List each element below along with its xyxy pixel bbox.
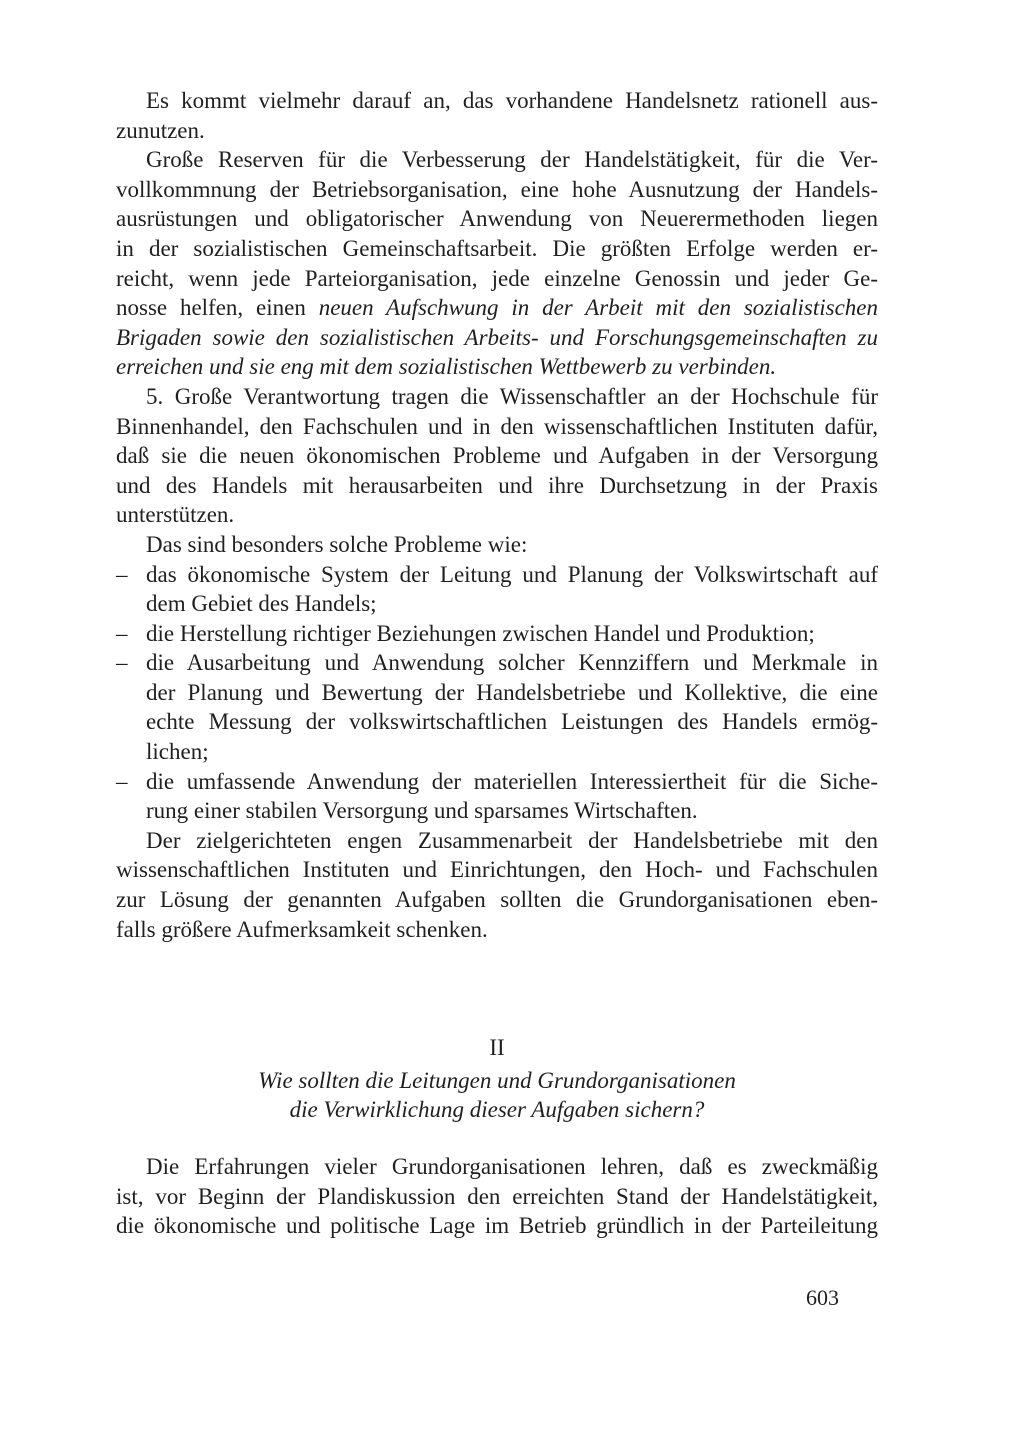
emphasis-text: Brigaden sowie den sozialistischen Arbeits- und Forschungsgemeinschaften zu: [116, 324, 878, 350]
text-line: ausrüstungen und obligatorischer Anwendung von Neuerermethoden liegen: [116, 206, 878, 232]
text-line: Es kommt vielmehr darauf an, das vorhandene Handelsnetz rationell aus-: [146, 88, 878, 113]
emphasis-text: erreichen und sie eng mit dem sozialistischen Wettbewerb zu verbinden.: [116, 354, 777, 380]
text-line: daß sie die neuen ökonomischen Probleme und Aufgaben in der Versorgung: [116, 443, 878, 469]
list-item-continuation: lichen;: [146, 739, 209, 765]
list-item-text: die Ausarbeitung und Anwendung solcher Kennziffern und Merkmale in: [146, 650, 878, 676]
section-numeral: II: [489, 1035, 505, 1060]
list-item-continuation: dem Gebiet des Handels;: [146, 591, 377, 617]
text-line: 5. Große Verantwortung tragen die Wissenschaftler an der Hochschule für: [146, 383, 878, 409]
text-line: die ökonomische und politische Lage im Betrieb gründlich in der Parteileitung: [116, 1213, 878, 1239]
text-line: Die Erfahrungen vieler Grundorganisationen lehren, daß es zweckmäßig: [146, 1154, 878, 1179]
text-line: reicht, wenn jede Parteiorganisation, jede einzelne Genossin und jeder Ge-: [116, 265, 878, 291]
text-line: in der sozialistischen Gemeinschaftsarbeit. Die größten Erfolge werden er-: [116, 235, 878, 261]
text-line: wissenschaftlichen Instituten und Einrichtungen, den Hoch- und Fachschulen: [116, 857, 878, 883]
list-item: [116, 767, 878, 797]
text-line: [116, 293, 878, 323]
text-line: Das sind besonders solche Probleme wie:: [146, 531, 528, 557]
text-line: unterstützen.: [116, 502, 235, 528]
text-line: Binnenhandel, den Fachschulen und in den wissenschaftlichen Instituten dafür,: [116, 413, 878, 439]
list-item-text: die umfassende Anwendung der materiellen Interessiertheit für die Siche-: [146, 768, 878, 794]
section-title: [116, 1095, 878, 1125]
text-segment: nosse helfen, einen: [116, 295, 306, 321]
list-item-continuation: echte Messung der volkswirtschaftlichen Leistungen des Handels ermög-: [146, 709, 878, 735]
dash-mark: –: [116, 650, 128, 676]
list-item: [116, 648, 878, 678]
main-text: [116, 86, 878, 944]
text-line: falls größere Aufmerksamkeit schenken.: [116, 916, 488, 942]
text-line: Große Reserven für die Verbesserung der Handelstätigkeit, für die Ver-: [146, 147, 878, 173]
list-item-text: das ökonomische System der Leitung und Planung der Volkswirtschaft auf: [146, 561, 878, 587]
text-line: zunutzen.: [116, 117, 205, 143]
list-item-continuation: rung einer stabilen Versorgung und sparsames Wirtschaften.: [146, 798, 698, 824]
list-item-text: die Herstellung richtiger Beziehungen zwischen Handel und Produktion;: [146, 620, 815, 646]
page-number: 603: [806, 1285, 839, 1310]
list-item: [116, 619, 878, 649]
main-text-continued: [116, 1152, 878, 1241]
emphasis-text: neuen Aufschwung in der Arbeit mit den sozialistischen: [318, 295, 878, 321]
text-line: und des Handels mit herausarbeiten und ihre Durchsetzung in der Praxis: [116, 472, 878, 498]
dash-mark: –: [116, 768, 128, 794]
text-line: zur Lösung der genannten Aufgaben sollten die Grundorganisationen eben-: [116, 887, 878, 913]
dash-mark: –: [116, 561, 128, 587]
text-line: [116, 352, 878, 382]
dash-mark: –: [116, 620, 128, 646]
section-title-line: Wie sollten die Leitungen und Grundorganisationen: [258, 1068, 736, 1093]
text-line: ist, vor Beginn der Plandiskussion den erreichten Stand der Handelstätigkeit,: [116, 1183, 878, 1209]
section-title: [116, 1066, 878, 1096]
text-line: vollkommnung der Betriebsorganisation, eine hohe Ausnutzung der Handels-: [116, 176, 878, 202]
list-item-continuation: der Planung und Bewertung der Handelsbetriebe und Kollektive, die eine: [146, 679, 878, 705]
text-line: [116, 323, 878, 353]
text-line: Der zielgerichteten engen Zusammenarbeit der Handelsbetriebe mit den: [146, 827, 878, 853]
section-title-line: die Verwirklichung dieser Aufgaben sichern?: [289, 1097, 705, 1122]
list-item: [116, 560, 878, 590]
